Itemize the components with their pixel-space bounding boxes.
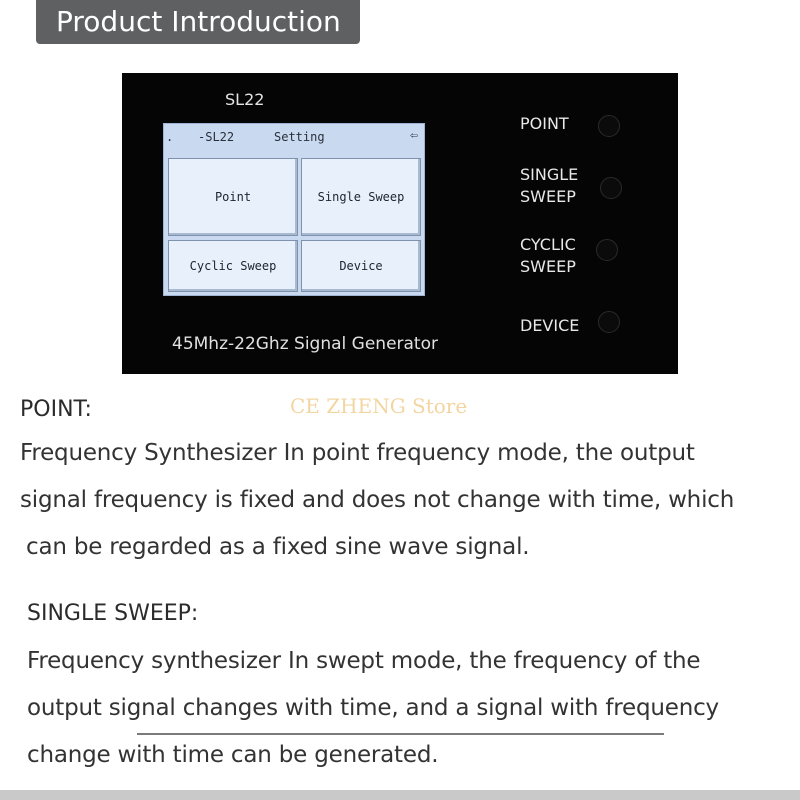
lcd-dot: . xyxy=(166,130,174,144)
store-watermark: CE ZHENG Store xyxy=(290,394,468,418)
single-line-1: Frequency synthesizer In swept mode, the frequency of the xyxy=(27,648,701,674)
point-heading: POINT: xyxy=(20,397,92,422)
lcd-point-button[interactable]: Point xyxy=(168,158,298,236)
side-label-cyclic-sweep xyxy=(520,234,600,278)
point-line-2: signal frequency is fixed and does not change with time, which xyxy=(20,487,735,513)
page-title: Product Introduction xyxy=(36,0,360,44)
point-button-knob[interactable] xyxy=(598,115,620,137)
side-label-cyclic-line1: CYCLIC xyxy=(520,235,576,254)
device-button-knob[interactable] xyxy=(598,311,620,333)
lcd-header xyxy=(164,124,424,150)
lcd-cyclic-sweep-button[interactable]: Cyclic Sweep xyxy=(168,240,298,292)
side-label-point xyxy=(520,113,569,135)
single-sweep-heading: SINGLE SWEEP: xyxy=(27,601,199,626)
single-sweep-button-knob[interactable] xyxy=(600,177,622,199)
cyclic-sweep-button-knob[interactable] xyxy=(596,239,618,261)
single-line-3: change with time can be generated. xyxy=(27,742,439,768)
point-line-3: can be regarded as a fixed sine wave signal. xyxy=(26,534,530,560)
side-label-single-line2: SWEEP xyxy=(520,187,576,206)
lcd-model-label: -SL22 xyxy=(198,130,235,144)
device-model-label: SL22 xyxy=(225,90,265,109)
side-label-device xyxy=(520,315,579,337)
single-line-2: output signal changes with time, and a signal with frequency xyxy=(27,695,719,721)
back-arrow-icon[interactable]: ⇦ xyxy=(410,128,418,143)
device-caption: 45Mhz-22Ghz Signal Generator xyxy=(172,334,438,354)
lcd-single-sweep-button[interactable]: Single Sweep xyxy=(301,158,421,236)
device-panel xyxy=(122,73,678,374)
bottom-strip xyxy=(0,790,800,800)
lcd-screen xyxy=(163,123,425,296)
single-sweep-description xyxy=(27,638,719,779)
side-label-device-text: DEVICE xyxy=(520,316,580,335)
lcd-title: Setting xyxy=(274,130,325,144)
point-description xyxy=(20,430,734,571)
side-label-single-line1: SINGLE xyxy=(520,165,579,184)
point-line-1: Frequency Synthesizer In point frequency mode, the output xyxy=(20,440,695,466)
lcd-device-button[interactable]: Device xyxy=(301,240,421,292)
side-label-single-sweep xyxy=(520,164,600,208)
text-underline-divider xyxy=(137,733,664,735)
side-label-cyclic-line2: SWEEP xyxy=(520,257,576,276)
side-label-point-text: POINT xyxy=(520,114,569,133)
